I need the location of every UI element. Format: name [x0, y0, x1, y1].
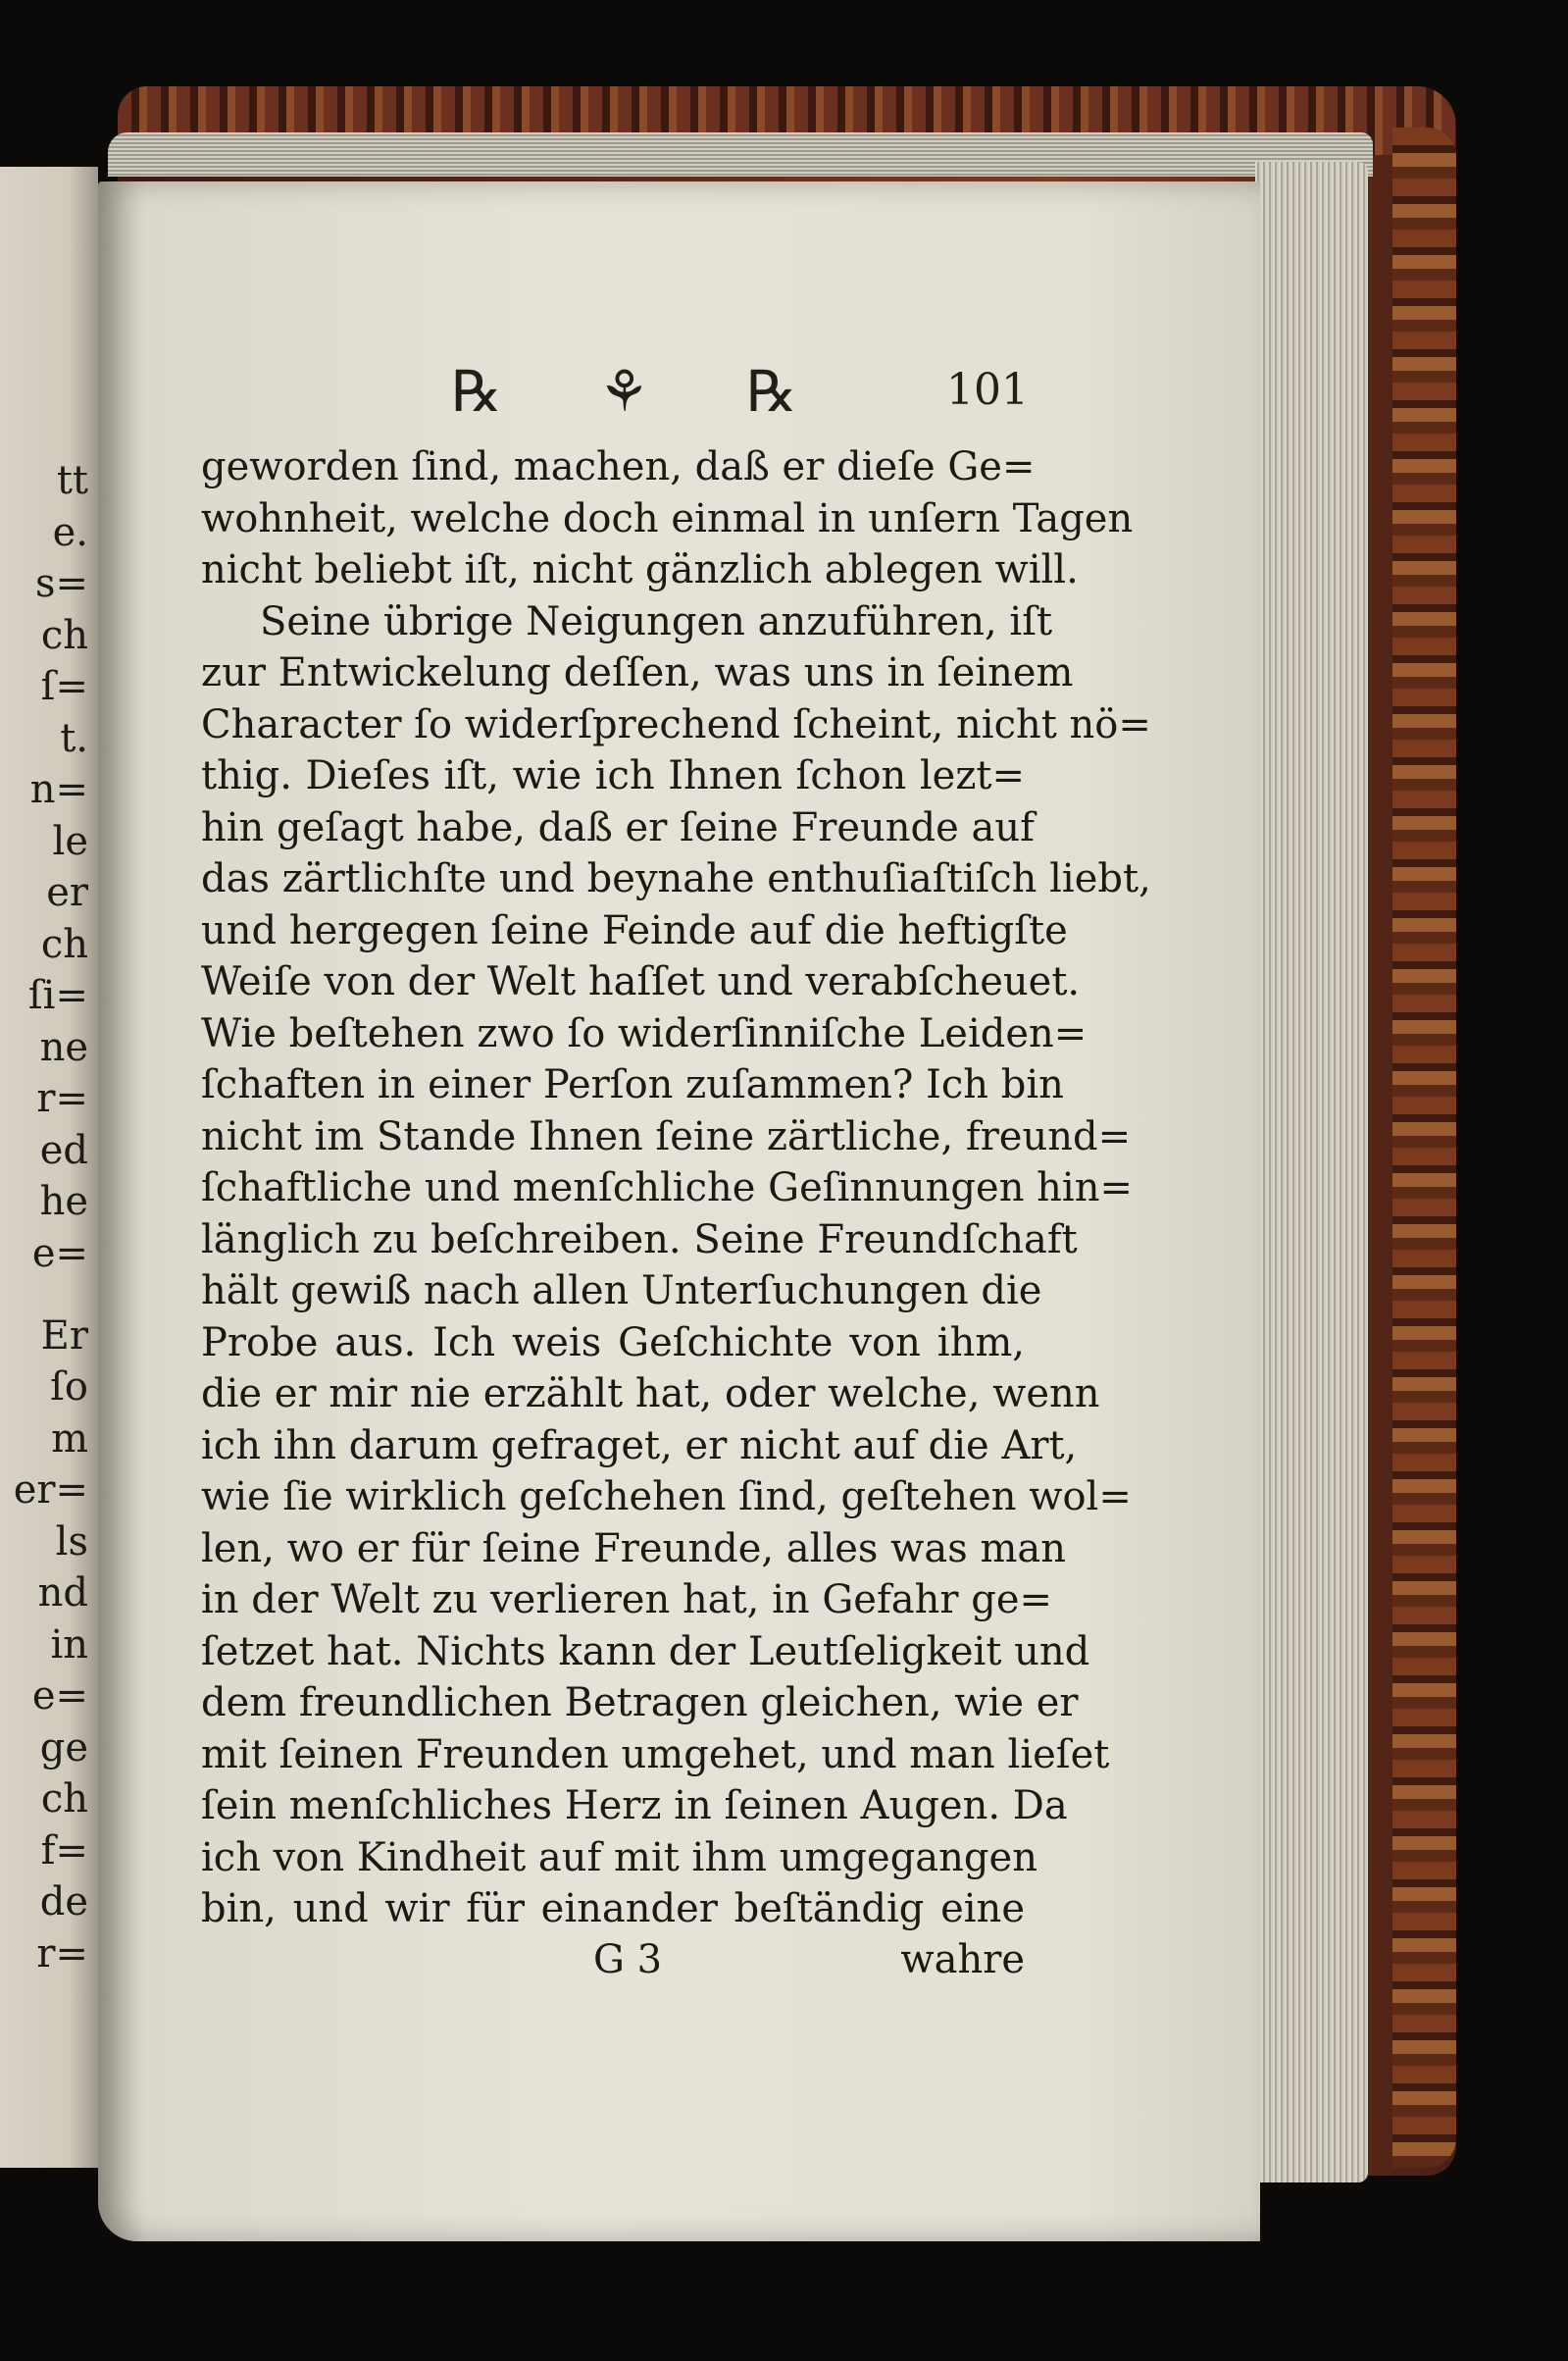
text-line: mit ſeinen Freunden umgehet, und man lieſet: [201, 1731, 1110, 1777]
left-page-fragment: m: [51, 1415, 88, 1462]
text-line: ſein menſchliches Herz in ſeinen Augen. Da: [201, 1783, 1068, 1828]
left-facing-page: [0, 167, 98, 2168]
page-number: 101: [946, 365, 1029, 415]
text-line: Weiſe von der Welt haſſet und verabſcheuet.: [201, 959, 1081, 1004]
left-page-fragment: ne: [39, 1024, 88, 1070]
left-page-fragment: ls: [55, 1518, 88, 1565]
text-line: ſchaften in einer Perſon zuſammen? Ich bin: [201, 1062, 1064, 1107]
text-line: len, wo er für ſeine Freunde, alles was man: [201, 1525, 1067, 1571]
left-page-fragment: tt: [56, 458, 88, 503]
left-page-fragment: ch: [40, 612, 88, 658]
header-ornament: ℞ ⚘ ℞: [451, 358, 836, 425]
left-page-fragment: e.: [52, 509, 88, 555]
left-page-fragment: le: [52, 818, 88, 864]
text-line: ſchaftliche und menſchliche Geſinnungen hin=: [201, 1165, 1133, 1210]
left-page-fragment: n=: [29, 767, 88, 812]
text-line: bin, und wir für einander beſtändig eine: [201, 1886, 1025, 1931]
left-page-fragment: ſo: [50, 1364, 88, 1410]
text-line: hin geſagt habe, daß er ſeine Freunde auf: [201, 804, 1035, 850]
text-line: ich von Kindheit auf mit ihm umgegangen: [201, 1834, 1037, 1880]
left-page-fragment: ge: [39, 1724, 88, 1771]
book-spine: [1392, 128, 1456, 2168]
text-line: Character ſo widerſprechend ſcheint, nicht nö=: [201, 701, 1151, 747]
left-page-fragment: de: [39, 1879, 88, 1925]
left-page-fragment: er: [46, 870, 88, 915]
left-page-fragment: ſi=: [27, 973, 88, 1018]
text-line: zur Entwickelung deſſen, was uns in ſeinem: [201, 650, 1074, 695]
text-line: Wie beſtehen zwo ſo widerſinniſche Leiden=: [201, 1010, 1087, 1056]
left-page-fragment: e=: [31, 1230, 88, 1276]
left-page-fragment: s=: [34, 561, 88, 606]
text-line: und hergegen ſeine Feinde auf die heftigſte: [201, 907, 1068, 953]
left-page-fragment: t.: [60, 715, 88, 761]
left-page-fragment: ſ=: [40, 664, 88, 709]
left-page-fragment: in: [50, 1621, 88, 1668]
catchword: wahre: [900, 1937, 1025, 1982]
signature-mark: G 3: [593, 1937, 663, 1982]
left-page-fragment: e=: [31, 1673, 88, 1719]
page-block-fore-edge: [1255, 162, 1368, 2182]
text-line: die er mir nie erzählt hat, oder welche, wenn: [201, 1371, 1100, 1416]
page-block-top-edge: [108, 132, 1373, 177]
body-text: [201, 441, 1151, 1935]
left-page-fragment: er=: [13, 1467, 88, 1513]
left-page-fragment: ch: [40, 921, 88, 967]
left-page-fragment: r=: [36, 1076, 88, 1121]
left-page-fragment: ed: [39, 1127, 88, 1173]
left-page-fragment: r=: [36, 1930, 88, 1976]
text-line: ſetzet hat. Nichts kann der Leutſeligkeit und: [201, 1628, 1090, 1674]
text-line: geworden ſind, machen, daß er dieſe Ge=: [201, 444, 1036, 489]
text-line: dem freundlichen Betragen gleichen, wie er: [201, 1680, 1079, 1725]
text-line: länglich zu beſchreiben. Seine Freundſchaft: [201, 1216, 1078, 1262]
left-page-fragment: ch: [40, 1776, 88, 1822]
left-page-fragment: f=: [40, 1827, 88, 1873]
text-line: Probe aus. Ich weis Geſchichte von ihm,: [201, 1319, 1025, 1365]
text-line: nicht im Stande Ihnen ſeine zärtliche, freund=: [201, 1113, 1132, 1159]
left-page-fragment: he: [39, 1179, 88, 1224]
text-line: ich ihn darum gefraget, er nicht auf die Art,: [201, 1422, 1078, 1468]
text-line: thig. Dieſes iſt, wie ich Ihnen ſchon lezt=: [201, 753, 1025, 798]
text-line: wohnheit, welche doch einmal in unſern Tagen: [201, 495, 1134, 541]
text-line: hält gewiß nach allen Unterſuchungen die: [201, 1268, 1042, 1313]
page-footer: [201, 1937, 1025, 1991]
text-line: nicht beliebt iſt, nicht gänzlich ablegen will.: [201, 547, 1079, 592]
text-line: wie ſie wirklich geſchehen ſind, geſtehen wol=: [201, 1474, 1132, 1519]
text-line: Seine übrige Neigungen anzuführen, iſt: [260, 598, 1053, 644]
text-line: das zärtlichſte und beynahe enthuſiaſtiſch liebt,: [201, 856, 1151, 901]
text-line: in der Welt zu verlieren hat, in Gefahr ge=: [201, 1577, 1053, 1622]
left-page-fragment: Er: [40, 1312, 88, 1359]
left-page-fragment: nd: [37, 1570, 88, 1616]
